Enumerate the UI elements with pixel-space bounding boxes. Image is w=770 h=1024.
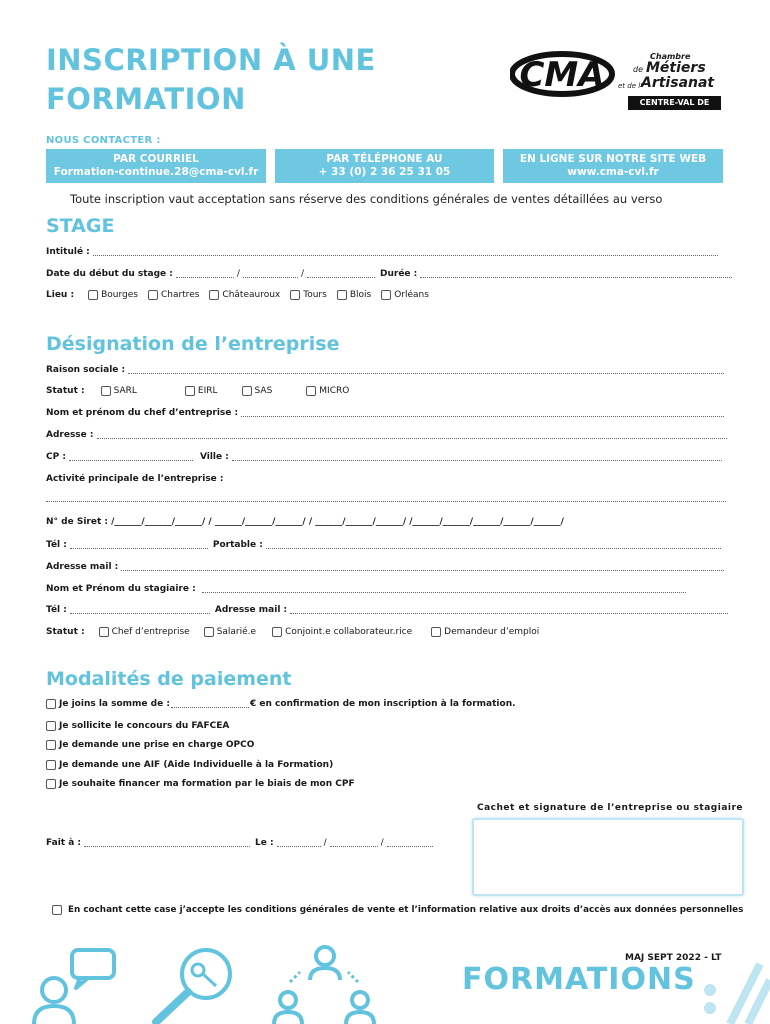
- team-cycle-icon: [270, 942, 380, 1024]
- statut-label: SARL: [113, 386, 137, 396]
- page-title-line2: FORMATION: [46, 81, 256, 117]
- lieu-label: Tours: [303, 290, 327, 300]
- label-stagiaire: Nom et Prénom du stagiaire :: [46, 584, 196, 594]
- field-activite[interactable]: [46, 494, 726, 502]
- checkbox-statut-salarie[interactable]: [204, 627, 256, 637]
- magnifier-key-icon: [150, 946, 240, 1024]
- field-email[interactable]: [121, 563, 724, 571]
- field-siret[interactable]: N° de Siret : /______/______/______/ / ______/______/______/ / ______/______/______/ /______/______/______/______/______/: [46, 517, 564, 527]
- lieu-label: Blois: [349, 290, 372, 300]
- checkbox-statut-sas[interactable]: [242, 386, 273, 396]
- field-tel-stagiaire[interactable]: [70, 606, 210, 614]
- row-lieu: [46, 290, 439, 300]
- logo-chambre: Chambre: [650, 52, 691, 61]
- checkbox-statut-sarl[interactable]: [101, 386, 137, 396]
- checkbox-box[interactable]: [209, 290, 219, 300]
- label-portable: Portable :: [212, 540, 263, 550]
- pay-option-aif[interactable]: [46, 760, 333, 770]
- label-statut: Statut :: [46, 386, 85, 396]
- row-stagiaire: [46, 584, 689, 594]
- field-intitule[interactable]: [93, 248, 718, 256]
- contact-phone-value[interactable]: + 33 (0) 2 36 25 31 05: [318, 166, 451, 178]
- row-date-duree: [46, 269, 735, 279]
- le-slash-2: /: [380, 838, 384, 848]
- field-somme[interactable]: [171, 700, 249, 708]
- contact-box-email[interactable]: [46, 149, 266, 183]
- checkbox-box[interactable]: [290, 290, 300, 300]
- logo-artisanat: Artisanat: [641, 75, 715, 91]
- row-fait-a: [46, 838, 436, 848]
- label-ville: Ville :: [199, 452, 229, 462]
- date-slash-1: /: [236, 269, 240, 279]
- field-le-day[interactable]: [277, 839, 321, 847]
- logo-region: CENTRE-VAL DE LOIRE: [628, 96, 721, 110]
- field-date-month[interactable]: [243, 270, 298, 278]
- contact-box-phone[interactable]: [275, 149, 494, 183]
- statut2-label: Conjoint.e collaborateur.rice: [285, 627, 413, 637]
- label-email: Adresse mail :: [46, 562, 119, 572]
- decorative-stripes-icon: [700, 960, 770, 1024]
- row-tel-portable: [46, 540, 724, 550]
- checkbox-box[interactable]: [381, 290, 391, 300]
- contact-email-title: PAR COURRIEL: [113, 153, 199, 165]
- chat-user-icon: [30, 946, 120, 1024]
- contact-box-web[interactable]: [503, 149, 723, 183]
- logo-de: de: [633, 65, 643, 74]
- date-slash-2: /: [300, 269, 304, 279]
- label-tel: Tél :: [46, 540, 67, 550]
- checkbox-pay-cpf[interactable]: [46, 779, 56, 789]
- field-cp[interactable]: [69, 453, 193, 461]
- checkbox-box[interactable]: [204, 627, 214, 637]
- checkbox-lieu-bourges[interactable]: [88, 290, 138, 300]
- pay-option-cpf[interactable]: [46, 779, 355, 789]
- section-title-stage: STAGE: [46, 215, 115, 237]
- label-date-debut: Date du début du stage :: [46, 269, 173, 279]
- rgpd-label: En cochant cette case j’accepte les conditions générales de vente et l’information relative aux droits d’accès aux données personnelles: [68, 905, 744, 915]
- checkbox-lieu-chartres[interactable]: [148, 290, 199, 300]
- lieu-label: Orléans: [394, 290, 429, 300]
- checkbox-statut-micro[interactable]: [306, 386, 349, 396]
- checkbox-statut-chef[interactable]: [99, 627, 190, 637]
- label-statut-stagiaire: Statut :: [46, 627, 85, 637]
- checkbox-statut-eirl[interactable]: [185, 386, 218, 396]
- row-adresse: [46, 430, 730, 440]
- row-statut-stagiaire: [46, 627, 549, 637]
- row-statut: [46, 386, 359, 396]
- lieu-label: Châteauroux: [222, 290, 281, 300]
- field-chef[interactable]: [241, 409, 724, 417]
- section-title-entreprise: Désignation de l’entreprise: [46, 333, 340, 355]
- formations-footer: FORMATIONS: [462, 962, 696, 997]
- statut2-label: Demandeur d’emploi: [444, 627, 540, 637]
- label-le: Le :: [255, 838, 274, 848]
- checkbox-box[interactable]: [242, 386, 252, 396]
- pay-somme-post: € en confirmation de mon inscription à la formation.: [249, 699, 516, 709]
- checkbox-box[interactable]: [306, 386, 316, 396]
- pay-option-label: Je sollicite le concours du FAFCEA: [59, 721, 230, 731]
- checkbox-statut-conjoint[interactable]: [272, 627, 412, 637]
- checkbox-lieu-orleans[interactable]: [381, 290, 429, 300]
- field-raison-sociale[interactable]: [128, 366, 724, 374]
- label-raison-sociale: Raison sociale :: [46, 365, 126, 375]
- field-email-stagiaire[interactable]: [290, 606, 728, 614]
- checkbox-box[interactable]: [99, 627, 109, 637]
- checkbox-rgpd[interactable]: [52, 905, 62, 915]
- checkbox-pay-fafcea[interactable]: [46, 721, 56, 731]
- statut2-label: Salarié.e: [216, 627, 257, 637]
- section-title-paiement: Modalités de paiement: [46, 668, 292, 690]
- checkbox-box[interactable]: [88, 290, 98, 300]
- row-intitule: [46, 247, 721, 257]
- checkbox-lieu-blois[interactable]: [337, 290, 371, 300]
- label-intitule: Intitulé :: [46, 247, 90, 257]
- cma-logo-text: CMA: [519, 55, 605, 95]
- field-ville[interactable]: [232, 453, 722, 461]
- page-title-line1: INSCRIPTION À UNE: [46, 42, 386, 78]
- contact-web-value[interactable]: www.cma-cvl.fr: [567, 166, 659, 178]
- cma-logo-mark-icon: [510, 46, 615, 106]
- field-duree[interactable]: [420, 270, 732, 278]
- checkbox-statut-demandeur[interactable]: [431, 627, 539, 637]
- field-portable[interactable]: [266, 541, 721, 549]
- statut-label: SAS: [254, 386, 273, 396]
- field-stagiaire[interactable]: [202, 585, 686, 593]
- cachet-label: Cachet et signature de l’entreprise ou stagiaire: [477, 803, 744, 813]
- pay-option-label: Je demande une prise en charge OPCO: [59, 740, 255, 750]
- checkbox-box[interactable]: [185, 386, 195, 396]
- checkbox-box[interactable]: [337, 290, 347, 300]
- field-le-year[interactable]: [387, 839, 433, 847]
- label-duree: Durée :: [380, 269, 418, 279]
- checkbox-pay-aif[interactable]: [46, 760, 56, 770]
- checkbox-box[interactable]: [101, 386, 111, 396]
- row-siret: [46, 517, 564, 527]
- contact-web-title: EN LIGNE SUR NOTRE SITE WEB: [519, 153, 707, 165]
- checkbox-pay-somme[interactable]: [46, 699, 56, 709]
- logo-et-de: et de l': [618, 82, 643, 90]
- row-rgpd[interactable]: [52, 905, 743, 915]
- row-tel-email-stagiaire: [46, 605, 731, 615]
- row-chef: [46, 408, 727, 418]
- contact-email-value[interactable]: Formation-continue.28@cma-cvl.fr: [53, 166, 259, 178]
- field-date-year[interactable]: [307, 270, 375, 278]
- checkbox-box[interactable]: [148, 290, 158, 300]
- label-tel-stagiaire: Tél :: [46, 605, 67, 615]
- checkbox-box[interactable]: [431, 627, 441, 637]
- logo-metiers: Métiers: [646, 60, 706, 76]
- lieu-label: Bourges: [101, 290, 138, 300]
- pay-somme-pre: Je joins la somme de :: [59, 699, 170, 709]
- row-activite: [46, 474, 224, 484]
- label-adresse: Adresse :: [46, 430, 94, 440]
- signature-box[interactable]: [472, 818, 744, 896]
- pay-option-label: Je demande une AIF (Aide Individuelle à la Formation): [59, 760, 334, 770]
- maj-label: MAJ SEPT 2022 - LT: [625, 953, 722, 963]
- statut2-label: Chef d’entreprise: [111, 627, 190, 637]
- label-cp: CP :: [46, 452, 66, 462]
- checkbox-box[interactable]: [272, 627, 282, 637]
- pay-option-fafcea[interactable]: [46, 721, 229, 731]
- label-fait-a: Fait à :: [46, 838, 82, 848]
- statut-label: EIRL: [197, 386, 218, 396]
- checkbox-lieu-tours[interactable]: [290, 290, 327, 300]
- field-fait-a[interactable]: [84, 839, 250, 847]
- contact-label: NOUS CONTACTER :: [46, 135, 161, 146]
- row-cp-ville: [46, 452, 725, 462]
- field-tel[interactable]: [70, 541, 208, 549]
- label-activite: Activité principale de l’entreprise :: [46, 474, 224, 484]
- row-activite-line: [46, 494, 729, 502]
- contact-phone-title: PAR TÉLÉPHONE AU: [326, 153, 443, 165]
- field-adresse[interactable]: [97, 431, 727, 439]
- pay-option-opco[interactable]: [46, 740, 254, 750]
- label-chef: Nom et prénom du chef d’entreprise :: [46, 408, 239, 418]
- cgv-notice: Toute inscription vaut acceptation sans réserve des conditions générales de ventes détaillées au verso: [70, 192, 663, 206]
- checkbox-pay-opco[interactable]: [46, 740, 56, 750]
- pay-somme: [46, 699, 516, 709]
- row-email: [46, 562, 727, 572]
- label-email-stagiaire: Adresse mail :: [214, 605, 288, 615]
- label-lieu: Lieu :: [46, 290, 75, 300]
- checkbox-lieu-chateauroux[interactable]: [209, 290, 280, 300]
- field-le-month[interactable]: [330, 839, 378, 847]
- pay-option-label: Je souhaite financer ma formation par le biais de mon CPF: [59, 779, 355, 789]
- row-raison-sociale: [46, 365, 727, 375]
- le-slash-1: /: [323, 838, 327, 848]
- statut-label: MICRO: [319, 386, 350, 396]
- cma-logo: [510, 40, 725, 121]
- lieu-label: Chartres: [160, 290, 200, 300]
- field-date-day[interactable]: [176, 270, 234, 278]
